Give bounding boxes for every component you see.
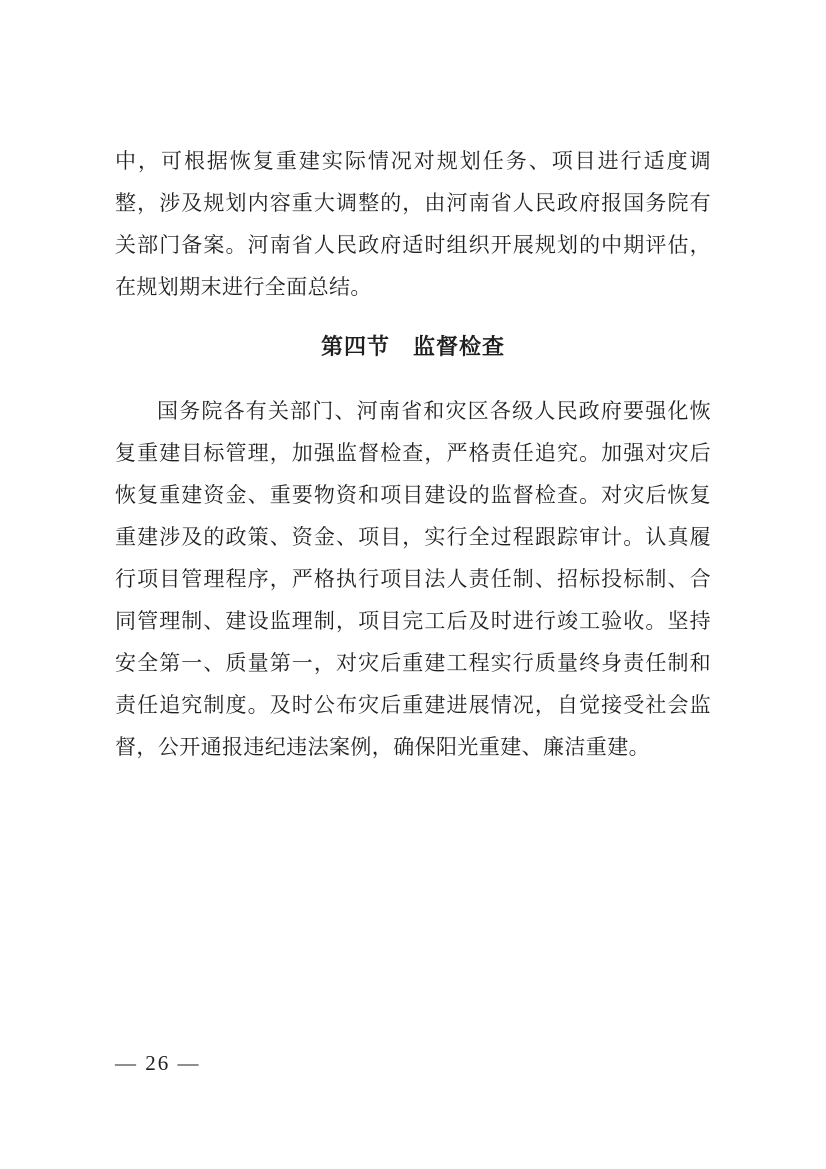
section-heading: 第四节 监督检查: [320, 334, 505, 359]
paragraph-body: 国务院各有关部门、河南省和灾区各级人民政府要强化恢复重建目标管理，加强监督检查，严格责任追究。加强对灾后恢复重建资金、重要物资和项目建设的监督检查。对灾后恢复重建涉及的政策、资金、项目，实行全过程跟踪审计。认真履行项目管理程序，严格执行项目法人责任制、招标投标制、合同管理制、建设监理制，项目完工后及时进行竣工验收。坚持安全第一、质量第一，对灾后重建工程实行质量终身责任制和责任追究制度。及时公布灾后重建进展情况，自觉接受社会监督，公开通报违纪违法案例，确保阳光重建、廉洁重建。: [115, 399, 711, 759]
page-content: [115, 140, 711, 768]
paragraph-continuation: 中，可根据恢复重建实际情况对规划任务、项目进行适度调整，涉及规划内容重大调整的，由河南省人民政府报国务院有关部门备案。河南省人民政府适时组织开展规划的中期评估，在规划期末进行全面总结。: [115, 149, 711, 299]
page-number: — 26 —: [115, 1051, 201, 1075]
